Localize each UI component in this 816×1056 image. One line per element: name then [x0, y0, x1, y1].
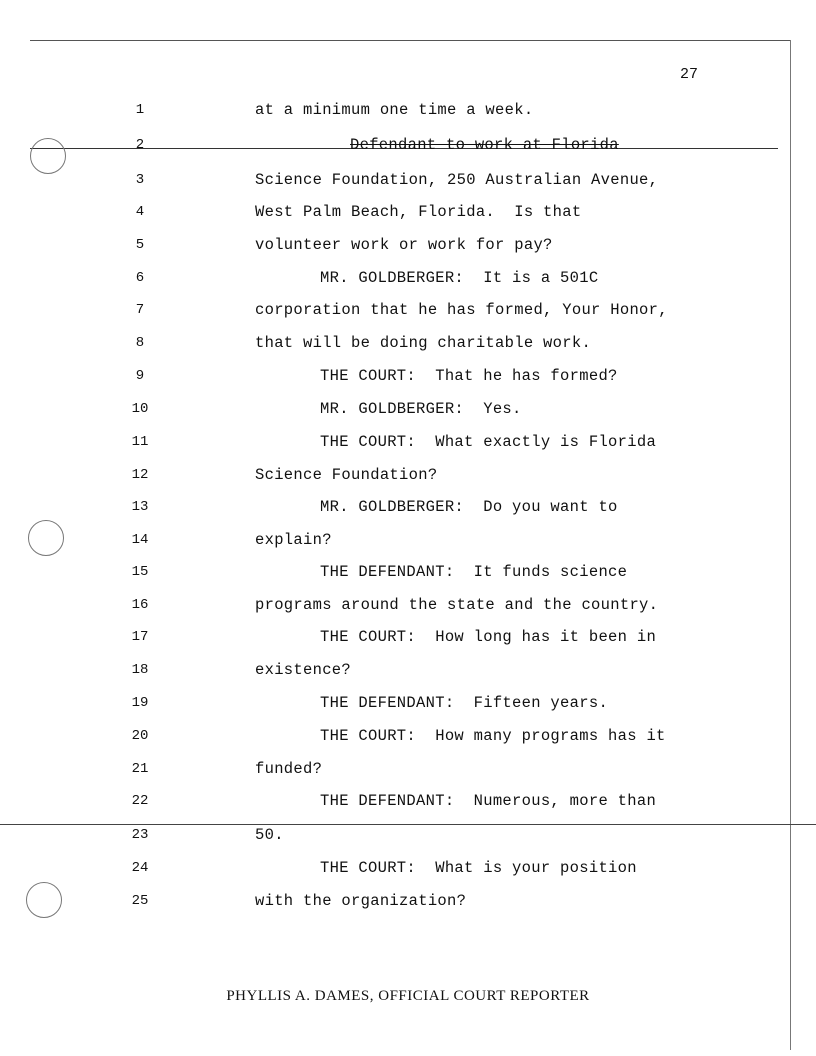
line-number: 4 — [135, 204, 145, 220]
line-number: 6 — [135, 270, 145, 286]
line-number: 20 — [131, 728, 149, 744]
transcript-line: Defendant to work at Florida — [350, 136, 619, 154]
court-reporter-footer: PHYLLIS A. DAMES, OFFICIAL COURT REPORTER — [226, 988, 590, 1004]
transcript-line: MR. GOLDBERGER: Yes. — [320, 400, 522, 418]
transcript-line: THE COURT: What is your position — [320, 859, 637, 877]
line-number: 17 — [131, 629, 149, 645]
transcript-line: volunteer work or work for pay? — [255, 236, 553, 254]
transcript-line: MR. GOLDBERGER: Do you want to — [320, 498, 618, 516]
transcript-line: Science Foundation, 250 Australian Avenue, — [255, 171, 659, 189]
transcript-line: existence? — [255, 661, 352, 679]
top-rule — [30, 40, 790, 41]
transcript-line: THE DEFENDANT: It funds science — [320, 563, 628, 581]
page-number: 27 — [680, 66, 699, 83]
line-number: 12 — [131, 467, 149, 483]
transcript-line: THE COURT: What exactly is Florida — [320, 433, 657, 451]
transcript-line: at a minimum one time a week. — [255, 101, 534, 119]
line-number: 7 — [135, 302, 145, 318]
line-number: 14 — [131, 532, 149, 548]
line-number: 8 — [135, 335, 145, 351]
line-number: 21 — [131, 761, 149, 777]
transcript-line: 50. — [255, 826, 284, 844]
punch-hole — [26, 882, 62, 918]
line-number: 1 — [135, 102, 145, 118]
transcript-line: explain? — [255, 531, 332, 549]
right-margin-rule — [790, 40, 791, 1050]
line-number: 24 — [131, 860, 149, 876]
transcript-line: programs around the state and the country. — [255, 596, 659, 614]
line-number: 18 — [131, 662, 149, 678]
line-number: 9 — [135, 368, 145, 384]
transcript-line: that will be doing charitable work. — [255, 334, 592, 352]
punch-hole — [28, 520, 64, 556]
transcript-line: corporation that he has formed, Your Honor, — [255, 301, 668, 319]
transcript-line: MR. GOLDBERGER: It is a 501C — [320, 269, 599, 287]
transcript-line: THE COURT: How long has it been in — [320, 628, 657, 646]
line-number: 15 — [131, 564, 149, 580]
transcript-line: Science Foundation? — [255, 466, 438, 484]
transcript-line: West Palm Beach, Florida. Is that — [255, 203, 582, 221]
punch-hole — [30, 138, 66, 174]
line-number: 5 — [135, 237, 145, 253]
transcript-line: THE COURT: How many programs has it — [320, 727, 666, 745]
line-number: 19 — [131, 695, 149, 711]
line-number: 3 — [135, 172, 145, 188]
line-number: 13 — [131, 499, 149, 515]
transcript-line: THE DEFENDANT: Numerous, more than — [320, 792, 657, 810]
line-number: 22 — [131, 793, 149, 809]
transcript-line: with the organization? — [255, 892, 467, 910]
line-number: 16 — [131, 597, 149, 613]
transcript-line: THE DEFENDANT: Fifteen years. — [320, 694, 609, 712]
line-number: 10 — [131, 401, 149, 417]
fold-rule — [0, 824, 816, 825]
line-number: 25 — [131, 893, 149, 909]
transcript-line: funded? — [255, 760, 323, 778]
transcript-line: THE COURT: That he has formed? — [320, 367, 618, 385]
line-number: 2 — [135, 137, 145, 153]
line-number: 11 — [131, 434, 149, 450]
line-number: 23 — [131, 827, 149, 843]
